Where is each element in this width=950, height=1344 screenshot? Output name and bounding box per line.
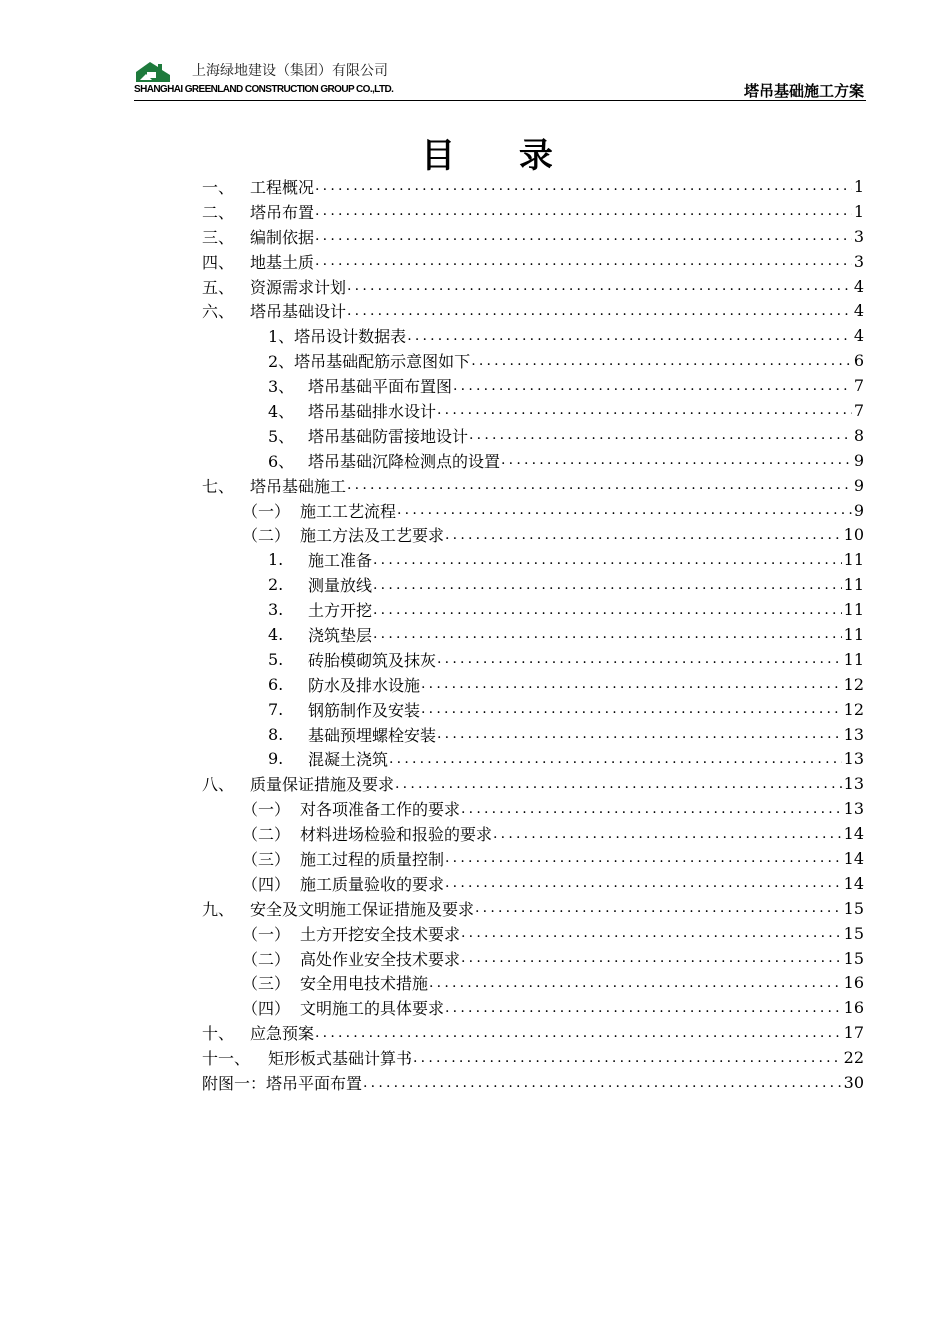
toc-entry-label: 混凝土浇筑 bbox=[308, 750, 389, 770]
toc-entry[interactable] bbox=[202, 274, 864, 299]
toc-entry[interactable] bbox=[202, 398, 864, 423]
toc-dot-leader bbox=[444, 1000, 842, 1016]
toc-dot-leader bbox=[444, 527, 842, 543]
toc-entry[interactable] bbox=[202, 224, 864, 249]
toc-dot-leader bbox=[396, 502, 852, 518]
toc-entry-page: 3 bbox=[853, 226, 864, 246]
toc-entry-number: 九、 bbox=[202, 899, 235, 919]
toc-dot-leader bbox=[492, 826, 842, 842]
toc-dot-leader bbox=[314, 178, 852, 194]
toc-entry-label: 塔吊基础沉降检测点的设置 bbox=[308, 451, 501, 471]
toc-entry-number: 4. bbox=[268, 624, 284, 644]
toc-entry[interactable] bbox=[202, 448, 864, 473]
toc-entry-label: 塔吊基础施工 bbox=[250, 476, 347, 496]
toc-entry-page: 16 bbox=[843, 973, 864, 993]
toc-entry-number: 6. bbox=[268, 674, 284, 694]
toc-entry-number: （一） bbox=[242, 501, 291, 521]
toc-entry-label: 安全及文明施工保证措施及要求 bbox=[250, 899, 475, 919]
toc-dot-leader bbox=[372, 552, 842, 568]
toc-entry-label: 塔吊基础平面布置图 bbox=[308, 377, 453, 397]
toc-entry-label: 对各项准备工作的要求 bbox=[300, 800, 461, 820]
toc-entry-number: 一、 bbox=[202, 177, 235, 197]
toc-entry-label: 土方开挖 bbox=[308, 601, 373, 621]
toc-entry-page: 8 bbox=[853, 425, 864, 445]
toc-entry-label: 材料进场检验和报验的要求 bbox=[300, 825, 493, 845]
toc-entry-label: 质量保证措施及要求 bbox=[250, 775, 395, 795]
toc-dot-leader bbox=[436, 651, 842, 667]
toc-dot-leader bbox=[406, 328, 852, 344]
toc-entry-label: 防水及排水设施 bbox=[308, 675, 421, 695]
toc-entry-page: 13 bbox=[843, 774, 864, 794]
toc-entry-number: 5. bbox=[268, 649, 284, 669]
toc-entry-number: 9. bbox=[268, 749, 284, 769]
toc-entry-page: 7 bbox=[853, 400, 864, 420]
toc-entry-number: 1. bbox=[268, 550, 284, 570]
toc-entry[interactable] bbox=[202, 498, 864, 523]
toc-entry-label: 应急预案 bbox=[250, 1024, 315, 1044]
toc-entry-label: 测量放线 bbox=[308, 576, 373, 596]
toc-entry[interactable] bbox=[202, 722, 864, 747]
toc-entry-number: 三、 bbox=[202, 227, 235, 247]
toc-entry-page: 12 bbox=[843, 699, 864, 719]
toc-entry-number: 7. bbox=[268, 699, 284, 719]
toc-entry-label: 塔吊基础排水设计 bbox=[308, 401, 437, 421]
toc-entry-page: 17 bbox=[843, 1023, 864, 1043]
toc-dot-leader bbox=[452, 378, 852, 394]
toc-entry-number: 3、 bbox=[268, 377, 295, 397]
toc-entry-label: 文明施工的具体要求 bbox=[300, 999, 445, 1019]
toc-entry-label: 工程概况 bbox=[250, 177, 315, 197]
toc-entry[interactable] bbox=[202, 746, 864, 771]
toc-entry-number: （一） bbox=[242, 800, 291, 820]
toc-entry-label: 塔吊基础设计 bbox=[250, 302, 347, 322]
toc-entry-number: 二、 bbox=[202, 202, 235, 222]
toc-entry-page: 12 bbox=[843, 674, 864, 694]
toc-entry-page: 30 bbox=[843, 1073, 864, 1092]
toc-dot-leader bbox=[428, 975, 842, 991]
toc-dot-leader bbox=[460, 801, 842, 817]
toc-entry[interactable] bbox=[202, 473, 864, 498]
toc-entry[interactable] bbox=[202, 1020, 864, 1045]
toc-dot-leader bbox=[460, 950, 842, 966]
toc-entry-page: 9 bbox=[853, 450, 864, 470]
toc-entry-number: 3. bbox=[268, 600, 284, 620]
toc-entry-label: 地基土质 bbox=[250, 252, 315, 272]
company-name-en: SHANGHAI GREENLAND CONSTRUCTION GROUP CO.,LTD. bbox=[134, 84, 394, 95]
toc-entry-label: 资源需求计划 bbox=[250, 277, 347, 297]
toc-dot-leader bbox=[314, 228, 852, 244]
toc-entry-number: 五、 bbox=[202, 277, 235, 297]
toc-dot-leader bbox=[412, 1050, 842, 1066]
toc-entry-number: 6、 bbox=[268, 451, 295, 471]
toc-dot-leader bbox=[346, 477, 852, 493]
toc-entry-page: 1 bbox=[853, 176, 864, 196]
toc-entry-page: 13 bbox=[843, 799, 864, 819]
toc-entry-page: 10 bbox=[843, 525, 864, 545]
toc-dot-leader bbox=[362, 1075, 842, 1091]
toc-entry-label: 基础预埋螺栓安装 bbox=[308, 725, 437, 745]
toc-dot-leader bbox=[314, 253, 852, 269]
toc-entry-page: 15 bbox=[843, 898, 864, 918]
toc-entry-number: 8. bbox=[268, 724, 284, 744]
toc-dot-leader bbox=[346, 278, 852, 294]
toc-entry-number: （三） bbox=[242, 974, 291, 994]
toc-entry[interactable] bbox=[202, 647, 864, 672]
toc-dot-leader bbox=[394, 776, 842, 792]
toc-entry-number: 2. bbox=[268, 575, 284, 595]
toc-entry[interactable] bbox=[202, 896, 864, 921]
toc-entry-page: 15 bbox=[843, 923, 864, 943]
toc-entry-number: 四、 bbox=[202, 252, 235, 272]
toc-entry-number: （二） bbox=[242, 825, 291, 845]
toc-dot-leader bbox=[372, 577, 842, 593]
toc-dot-leader bbox=[388, 751, 842, 767]
toc-entry-page: 14 bbox=[843, 848, 864, 868]
toc-entry-number: （四） bbox=[242, 874, 291, 894]
toc-dot-leader bbox=[436, 402, 852, 418]
toc-entry-number: （二） bbox=[242, 526, 291, 546]
toc-entry-page: 11 bbox=[843, 550, 864, 570]
toc-entry[interactable] bbox=[202, 249, 864, 274]
toc-entry-label: 钢筋制作及安装 bbox=[308, 700, 421, 720]
toc-entry[interactable] bbox=[202, 373, 864, 398]
toc-entry-label: 附图一：塔吊平面布置 bbox=[202, 1074, 363, 1093]
toc-entry[interactable] bbox=[202, 323, 864, 348]
toc-entry-page: 14 bbox=[843, 873, 864, 893]
toc-entry[interactable] bbox=[202, 423, 864, 448]
toc-entry-label: 塔吊基础防雷接地设计 bbox=[308, 426, 469, 446]
toc-entry[interactable] bbox=[202, 672, 864, 697]
toc-entry-number: 十、 bbox=[202, 1024, 235, 1044]
toc-entry[interactable] bbox=[202, 921, 864, 946]
toc-entry-page: 6 bbox=[853, 351, 864, 371]
toc-entry-label: 施工工艺流程 bbox=[300, 501, 397, 521]
toc-entry-label: 塔吊布置 bbox=[250, 202, 315, 222]
toc-entry-label: 高处作业安全技术要求 bbox=[300, 949, 461, 969]
toc-dot-leader bbox=[500, 452, 852, 468]
page-header bbox=[0, 0, 950, 110]
toc-entry-page: 11 bbox=[843, 575, 864, 595]
toc-entry-label: 施工质量验收的要求 bbox=[300, 874, 445, 894]
toc-entry[interactable] bbox=[202, 871, 864, 896]
toc-entry-page: 7 bbox=[853, 376, 864, 396]
toc-entry-number: （一） bbox=[242, 924, 291, 944]
toc-entry-label: 土方开挖安全技术要求 bbox=[300, 924, 461, 944]
toc-entry-label: 2、塔吊基础配筋示意图如下 bbox=[268, 352, 471, 372]
toc-entry-page: 11 bbox=[843, 600, 864, 620]
toc-dot-leader bbox=[420, 676, 842, 692]
toc-dot-leader bbox=[420, 701, 842, 717]
document-title: 塔吊基础施工方案 bbox=[743, 82, 864, 100]
toc-entry-page: 22 bbox=[843, 1048, 864, 1068]
toc-entry[interactable] bbox=[202, 572, 864, 597]
toc-entry-page: 1 bbox=[853, 201, 864, 221]
toc-entry[interactable] bbox=[202, 771, 864, 796]
toc-dot-leader bbox=[460, 925, 842, 941]
toc-dot-leader bbox=[468, 427, 852, 443]
toc-heading: 目 录 bbox=[421, 136, 579, 176]
toc-entry[interactable] bbox=[202, 522, 864, 547]
toc-entry-label: 安全用电技术措施 bbox=[300, 974, 429, 994]
toc-entry-label: 浇筑垫层 bbox=[308, 625, 373, 645]
header-divider bbox=[134, 100, 866, 101]
toc-entry-number: 八、 bbox=[202, 775, 235, 795]
toc-entry-number: （二） bbox=[242, 949, 291, 969]
toc-entry-number: 十一、 bbox=[202, 1049, 251, 1069]
toc-entry[interactable] bbox=[202, 846, 864, 871]
toc-entry-page: 14 bbox=[843, 824, 864, 844]
toc-entry[interactable] bbox=[202, 946, 864, 971]
toc-entry-label: 矩形板式基础计算书 bbox=[268, 1049, 413, 1069]
toc-entry[interactable] bbox=[202, 622, 864, 647]
toc-entry[interactable] bbox=[202, 821, 864, 846]
toc-entry[interactable] bbox=[202, 298, 864, 323]
toc-entry[interactable] bbox=[202, 348, 864, 373]
toc-entry-page: 9 bbox=[853, 475, 864, 495]
toc-entry-number: 六、 bbox=[202, 302, 235, 322]
toc-dot-leader bbox=[372, 626, 842, 642]
toc-entry[interactable] bbox=[202, 796, 864, 821]
toc-entry[interactable] bbox=[202, 597, 864, 622]
toc-entry-label: 施工准备 bbox=[308, 551, 373, 571]
toc-entry[interactable] bbox=[202, 971, 864, 996]
toc-dot-leader bbox=[436, 726, 842, 742]
toc-dot-leader bbox=[444, 875, 842, 891]
toc-entry-page: 13 bbox=[843, 749, 864, 769]
toc-entry-label: 施工过程的质量控制 bbox=[300, 849, 445, 869]
toc-entry[interactable] bbox=[202, 1070, 864, 1095]
toc-entry-number: 4、 bbox=[268, 401, 295, 421]
toc-entry-number: （四） bbox=[242, 999, 291, 1019]
toc-dot-leader bbox=[314, 203, 852, 219]
toc-entry-page: 16 bbox=[843, 998, 864, 1018]
company-name-cn: 上海绿地建设（集团）有限公司 bbox=[192, 63, 388, 79]
toc-entry-page: 13 bbox=[843, 724, 864, 744]
toc-entry-number: （三） bbox=[242, 849, 291, 869]
toc-dot-leader bbox=[372, 602, 842, 618]
company-logo-icon bbox=[136, 60, 170, 82]
table-of-contents bbox=[202, 174, 864, 1095]
toc-entry-number: 七、 bbox=[202, 476, 235, 496]
toc-entry-page: 11 bbox=[843, 649, 864, 669]
toc-entry[interactable] bbox=[202, 697, 864, 722]
toc-entry[interactable] bbox=[202, 1045, 864, 1070]
toc-entry[interactable] bbox=[202, 995, 864, 1020]
toc-entry-label: 编制依据 bbox=[250, 227, 315, 247]
toc-entry-page: 9 bbox=[853, 500, 864, 520]
toc-entry-page: 4 bbox=[853, 276, 864, 296]
toc-entry-label: 1、塔吊设计数据表 bbox=[268, 327, 407, 347]
toc-entry[interactable] bbox=[202, 547, 864, 572]
toc-entry-label: 砖胎模砌筑及抹灰 bbox=[308, 650, 437, 670]
toc-entry-page: 11 bbox=[843, 624, 864, 644]
toc-dot-leader bbox=[346, 303, 852, 319]
toc-entry-page: 4 bbox=[853, 326, 864, 346]
toc-entry-page: 3 bbox=[853, 251, 864, 271]
toc-dot-leader bbox=[444, 850, 842, 866]
toc-dot-leader bbox=[474, 900, 842, 916]
toc-dot-leader bbox=[470, 353, 852, 369]
toc-dot-leader bbox=[314, 1025, 842, 1041]
toc-entry[interactable] bbox=[202, 174, 864, 199]
toc-entry[interactable] bbox=[202, 199, 864, 224]
toc-entry-page: 4 bbox=[853, 301, 864, 321]
toc-entry-page: 15 bbox=[843, 948, 864, 968]
toc-entry-label: 施工方法及工艺要求 bbox=[300, 526, 445, 546]
toc-entry-number: 5、 bbox=[268, 426, 295, 446]
